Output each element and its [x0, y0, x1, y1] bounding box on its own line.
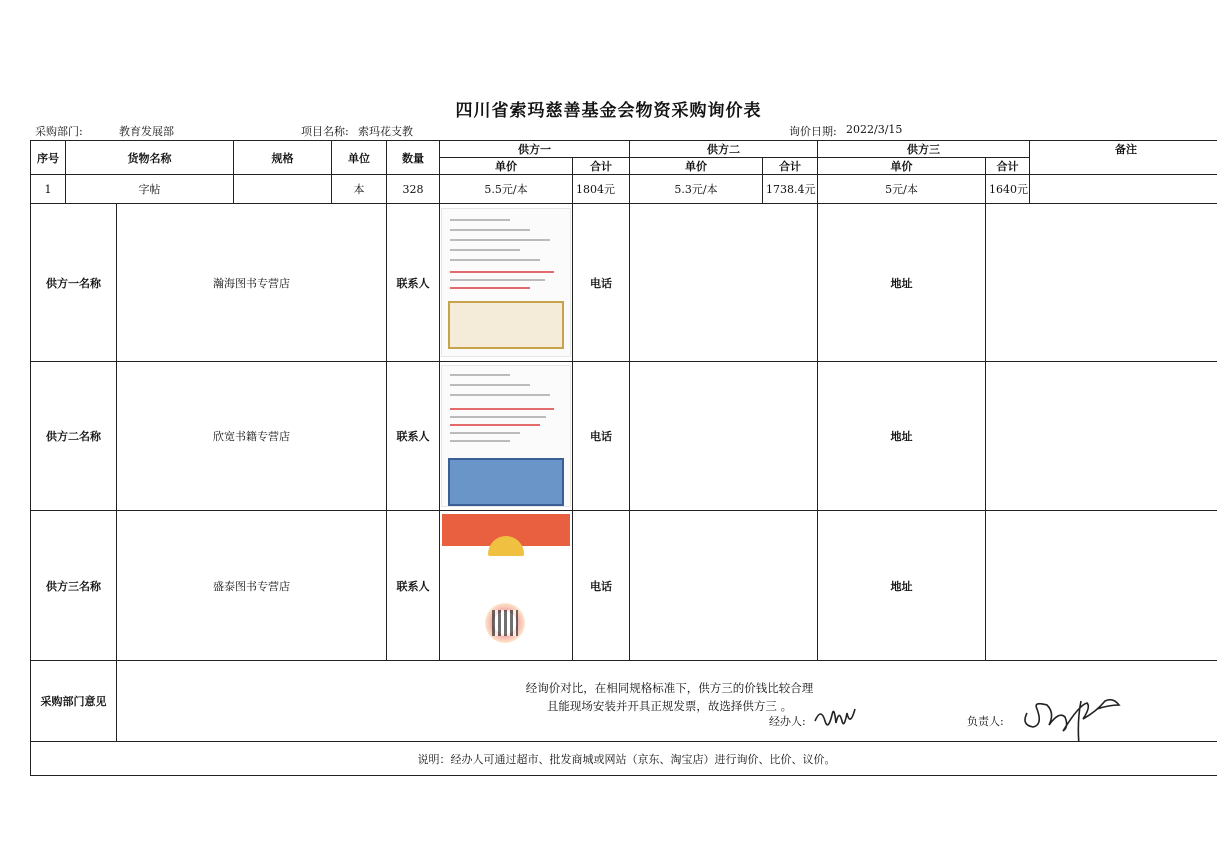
row-s3-price: 5元/本 [818, 175, 986, 204]
certificate-image [448, 301, 564, 349]
responsible-label: 负责人: [967, 715, 1004, 728]
supplier2-contact-label: 联系人 [387, 362, 440, 511]
supplier2-screenshot [440, 362, 573, 511]
header-s1-total: 合计 [573, 158, 630, 175]
handler-label: 经办人: [769, 715, 806, 728]
row-s1-total: 1804元 [573, 175, 630, 204]
supplier3-screenshot [440, 511, 573, 661]
date-label: 询价日期: [789, 125, 837, 138]
opinion-line2: 且能现场安装并开具正规发票，故选择供方三 。 [546, 699, 793, 713]
certificate-image [448, 458, 564, 506]
supplier-row [31, 204, 1217, 362]
row-seq: 1 [31, 175, 66, 204]
row-s2-total: 1738.4元 [763, 175, 818, 204]
supplier3-phone-label: 电话 [573, 511, 630, 661]
header-seq: 序号 [31, 141, 66, 175]
header-remarks: 备注 [1030, 141, 1217, 175]
supplier3-shop-image [442, 514, 570, 657]
header-s2-total: 合计 [763, 158, 818, 175]
supplier3-label: 供方三名称 [31, 511, 117, 661]
supplier1-phone-label: 电话 [573, 204, 630, 362]
supplier2-license-image [441, 365, 571, 507]
header-spec: 规格 [234, 141, 332, 175]
header-supplier3: 供方三 [818, 141, 1030, 158]
row-s1-price: 5.5元/本 [440, 175, 573, 204]
handler-signature [811, 701, 861, 735]
supplier-row [31, 362, 1217, 511]
row-qty: 328 [387, 175, 440, 204]
opinion-label: 采购部门意见 [31, 661, 117, 742]
supplier2-phone-label: 电话 [573, 362, 630, 511]
header-supplier1: 供方一 [440, 141, 630, 158]
dept-label: 采购部门: [35, 125, 83, 138]
row-goods: 字帖 [66, 175, 234, 204]
inquiry-table [30, 140, 1217, 776]
row-spec [234, 175, 332, 204]
date-value: 2022/3/15 [846, 123, 903, 136]
opinion-line1: 经询价对比，在相同规格标准下，供方三的价钱比较合理 [525, 681, 814, 695]
supplier-row [31, 511, 1217, 661]
supplier1-license-image [441, 208, 571, 357]
row-remarks [1030, 175, 1217, 204]
header-s1-price: 单价 [440, 158, 573, 175]
supplier2-name: 欣宽书籍专营店 [117, 362, 387, 511]
supplier1-screenshot [440, 204, 573, 362]
header-goods: 货物名称 [66, 141, 234, 175]
header-s3-total: 合计 [986, 158, 1030, 175]
table-row [31, 175, 1217, 204]
row-s3-total: 1640元 [986, 175, 1030, 204]
row-s2-price: 5.3元/本 [630, 175, 763, 204]
header-supplier2: 供方二 [630, 141, 818, 158]
supplier3-address-label: 地址 [818, 511, 986, 661]
supplier1-label: 供方一名称 [31, 204, 117, 362]
opinion-area [117, 661, 1217, 741]
header-s3-price: 单价 [818, 158, 986, 175]
supplier1-address-label: 地址 [818, 204, 986, 362]
project-label: 项目名称: [301, 125, 349, 138]
supplier3-name: 盛泰图书专营店 [117, 511, 387, 661]
header-s2-price: 单价 [630, 158, 763, 175]
dept-value: 教育发展部 [119, 125, 174, 138]
header-qty: 数量 [387, 141, 440, 175]
supplier3-contact-label: 联系人 [387, 511, 440, 661]
supplier1-contact-label: 联系人 [387, 204, 440, 362]
form-title: 四川省索玛慈善基金会物资采购询价表 [455, 101, 762, 121]
supplier2-address-label: 地址 [818, 362, 986, 511]
responsible-signature [1019, 683, 1129, 742]
project-value: 索玛花支教 [358, 125, 413, 138]
supplier1-name: 瀚海图书专营店 [117, 204, 387, 362]
supplier2-label: 供方二名称 [31, 362, 117, 511]
row-unit: 本 [332, 175, 387, 204]
header-unit: 单位 [332, 141, 387, 175]
note-text: 说明：经办人可通过超市、批发商城或网站（京东、淘宝店）进行询价、比价、议价。 [31, 742, 1217, 776]
